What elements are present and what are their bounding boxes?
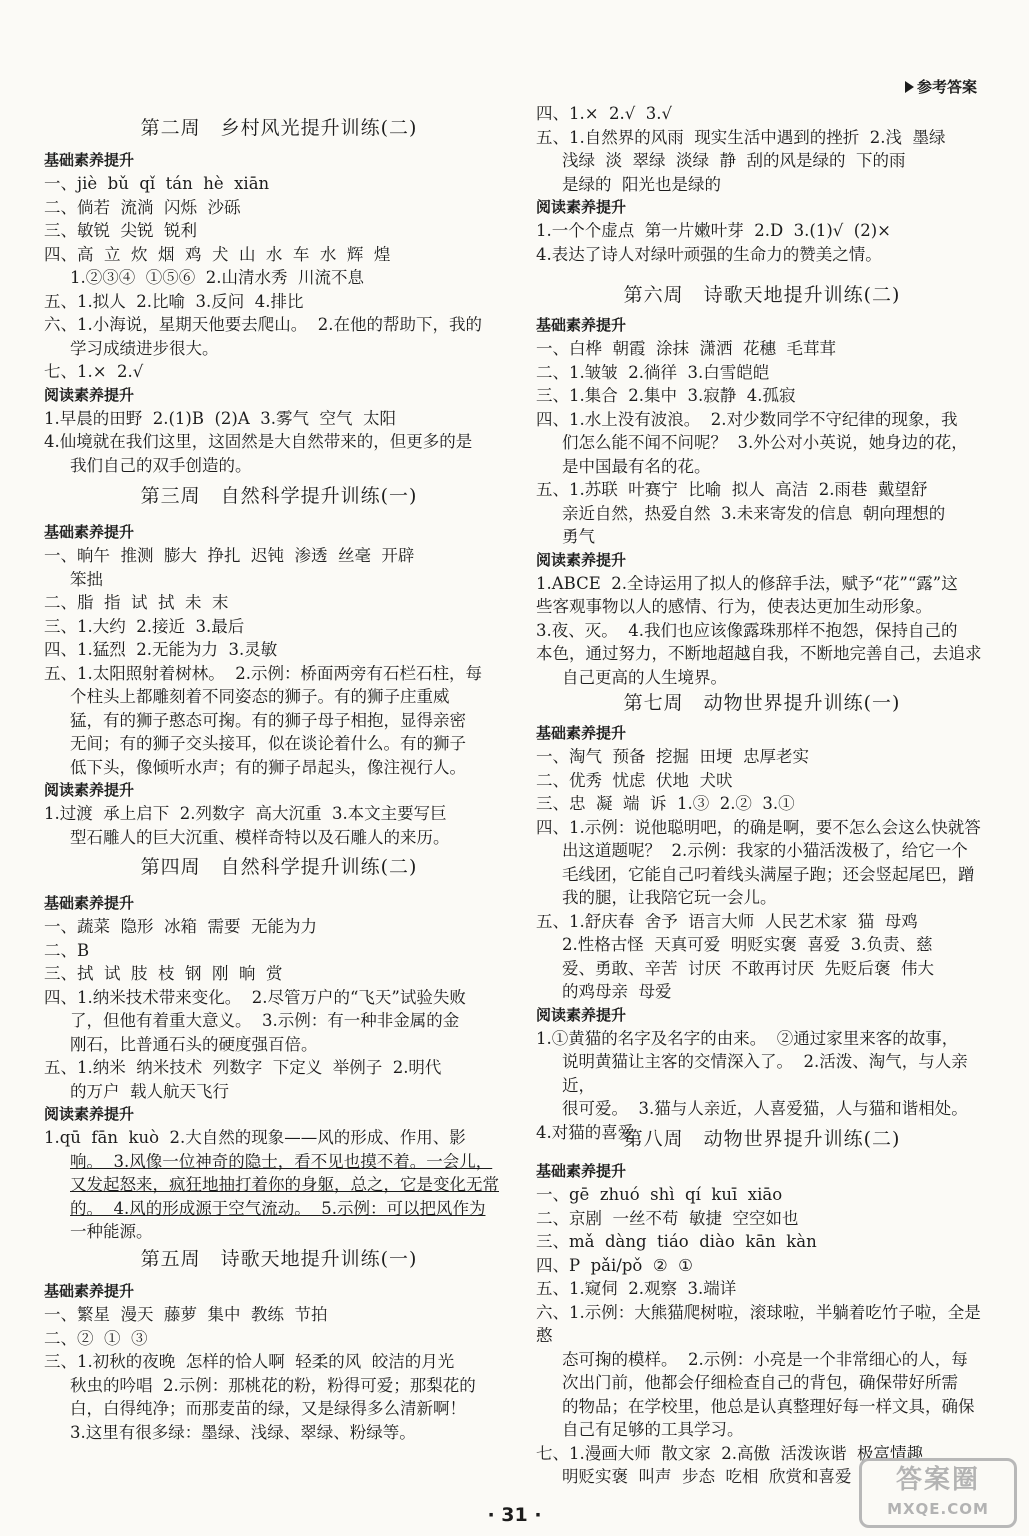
answer-line: 们怎么能不闻不问呢？ 3.外公对小英说，她身边的花， [562, 433, 968, 452]
answer-line: 些客观事物以人的感情、行为，使表达更加生动形象。 [536, 597, 932, 616]
answer-line: 五、1.苏联 叶赛宁 比喻 拟人 高洁 2.雨巷 戴望舒 [536, 480, 928, 499]
answer-line: 亲近自然，热爱自然 3.未来寄发的信息 朝向理想的 [562, 503, 946, 523]
answer-line: 猛，有的狮子憨态可掬。有的狮子母子相抱，显得亲密 [70, 710, 466, 730]
answer-line: 一、繁星 漫天 藤萝 集中 教练 节拍 [44, 1305, 328, 1324]
week-block [536, 102, 988, 266]
answer-line: 五、1.纳米 纳米技术 列数字 下定义 举例子 2.明代 [44, 1058, 442, 1077]
answer-line: 二、B [44, 940, 90, 960]
answer-line: 刚石，比普通石头的硬度强百倍。 [70, 1034, 318, 1054]
answer-line: 1.①黄猫的名字及名字的由来。 ②通过家里来客的故事， [536, 1028, 959, 1048]
right-column [536, 0, 988, 1536]
answer-line: 出这道题呢？ 2.示例：我家的小猫活泼极了，给它一个 [562, 841, 968, 860]
answer-line: 响。 3.风像一位神奇的隐士，看不见也摸不着。一会儿， [70, 1151, 493, 1171]
week-title: 第八周 动物世界提升训练(二) [623, 1128, 901, 1150]
answer-line: 3.这里有很多绿：墨绿、浅绿、翠绿、粉绿等。 [70, 1422, 416, 1442]
answer-line: 五、1.窥伺 2.观察 3.端详 [536, 1279, 737, 1298]
answer-line: 自己更高的人生境界。 [562, 667, 727, 687]
answer-line: 爱、勇敢、辛苦 讨厌 不敢再讨厌 先贬后褒 伟大 [562, 958, 934, 978]
answer-line: 了，但他有着重大意义。 3.示例：有一种非金属的金 [70, 1011, 460, 1030]
answer-line: 四、1.纳米技术带来变化。 2.尽管万户的“飞天”试验失败 [44, 987, 466, 1007]
answer-line: 二、脂 指 试 拭 未 末 [44, 593, 229, 612]
answer-line: 五、1.拟人 2.比喻 3.反问 4.排比 [44, 291, 304, 311]
answer-line: 四、1.示例：说他聪明吧，的确是啊，要不怎么会这么快就答 [536, 817, 981, 837]
week-block [536, 1124, 988, 1489]
section-heading: 基础素养提升 [536, 724, 627, 742]
watermark-logo: 答案圈 MXQE.COM [859, 1458, 1017, 1528]
section-heading: 阅读素养提升 [44, 781, 135, 799]
answer-line: 3.夜、灭。 4.我们也应该像露珠那样不抱怨，保持自己的 [536, 620, 958, 640]
left-column [44, 0, 514, 1536]
answer-line: 自己有足够的工具学习。 [562, 1420, 744, 1439]
section-heading: 阅读素养提升 [536, 550, 627, 569]
answer-line: 六、1.示例：大熊猫爬树啦，滚球啦，半躺着吃竹子啦，全是憨 [536, 1302, 981, 1345]
answer-line: 型石雕人的巨大沉重、模样奇特以及石雕人的来历。 [70, 827, 450, 847]
week-title: 第四周 自然科学提升训练(二) [140, 856, 418, 878]
answer-line: 1.早晨的田野 2.(1)B (2)A 3.雾气 空气 太阳 [44, 408, 396, 428]
section-heading: 阅读素养提升 [44, 1105, 135, 1123]
answer-line: 态可掬的模样。 2.示例：小亮是一个非常细心的人，每 [562, 1349, 968, 1369]
answer-line: 三、拭 试 肢 枝 钢 刚 晌 赏 [44, 964, 283, 983]
week-block [44, 481, 514, 849]
week-block [536, 280, 988, 689]
answer-line: 七、1.× 2.√ [44, 362, 144, 381]
section-heading: 基础素养提升 [44, 894, 135, 912]
answer-line: 三、mǎ dàng tiáo diào kān kàn [536, 1232, 817, 1251]
week-block [44, 1244, 514, 1444]
answer-line: 的。 4.风的形成源于空气流动。 5.示例：可以把风作为 [70, 1198, 486, 1218]
answer-line: 勇气 [562, 527, 595, 546]
answer-line: 的物品；在学校里，他总是认真整理好每一样文具，确保 [562, 1396, 975, 1416]
answer-line: 二、优秀 忧虑 伏地 犬吠 [536, 770, 733, 790]
week-title: 第二周 乡村风光提升训练(二) [140, 117, 418, 139]
section-heading: 基础素养提升 [44, 151, 135, 169]
answer-line: 一、淘气 预备 挖掘 田埂 忠厚老实 [536, 747, 809, 766]
answer-line: 四、1.× 2.√ 3.√ [536, 104, 673, 123]
answer-line: 五、1.舒庆春 舍予 语言大师 人民艺术家 猫 母鸡 [536, 911, 918, 931]
week-block [536, 688, 988, 1144]
answer-line: 1.ABCE 2.全诗运用了拟人的修辞手法，赋予“花”“露”这 [536, 573, 958, 593]
answer-line: 四、1.猛烈 2.无能为力 3.灵敏 [44, 640, 278, 659]
answer-line: 白，白得纯净；而那麦苗的绿，又是绿得多么清新啊！ [70, 1399, 466, 1418]
answer-line: 1.过渡 承上启下 2.列数字 高大沉重 3.本文主要写巨 [44, 804, 447, 823]
answer-line: 4.对猫的喜爱 [536, 1122, 635, 1142]
answer-line: 1.一个个虚点 第一片嫩叶芽 2.D 3.(1)√ (2)× [536, 221, 891, 240]
answer-line: 笨拙 [70, 569, 103, 589]
answer-line: 二、京剧 一丝不苟 敏捷 空空如也 [536, 1208, 799, 1228]
section-heading: 阅读素养提升 [536, 198, 627, 216]
answer-line: 四、P pǎi/pǒ ② ① [536, 1255, 693, 1275]
answer-key-label: 参考答案 [916, 78, 977, 96]
answer-line: 二、倘若 流淌 闪烁 沙砾 [44, 197, 241, 217]
answer-line: 的鸡母亲 母爱 [562, 982, 672, 1001]
section-heading: 基础素养提升 [536, 1162, 627, 1180]
week-block [44, 113, 514, 477]
answer-line: 五、1.自然界的风雨 现实生活中遇到的挫折 2.浅 墨绿 [536, 127, 946, 147]
section-heading: 基础素养提升 [536, 316, 627, 334]
answer-line: 1.②③④ ①⑤⑥ 2.山清水秀 川流不息 [70, 268, 364, 287]
week-title: 第三周 自然科学提升训练(一) [140, 485, 418, 507]
answer-line: 明贬实褒 叫声 步态 吃相 欣赏和喜爱 [562, 1467, 852, 1486]
answer-line: 浅绿 淡 翠绿 淡绿 静 刮的风是绿的 下的雨 [562, 151, 906, 170]
week-title: 第七周 动物世界提升训练(一) [623, 692, 901, 714]
answer-line: 4.表达了诗人对绿叶顽强的生命力的赞美之情。 [536, 244, 882, 264]
answer-line: 4.仙境就在我们这里，这固然是大自然带来的，但更多的是 [44, 432, 473, 451]
week-title: 第六周 诗歌天地提升训练(二) [623, 284, 901, 306]
answer-line: 是中国最有名的花。 [562, 456, 711, 476]
answer-line: 又发起怒来，疯狂地抽打着你的身躯，总之，它是变化无常 [70, 1175, 499, 1194]
answer-line: 五、1.太阳照射着树林。 2.示例：桥面两旁有石栏石柱，每 [44, 663, 482, 683]
answer-line: 二、② ① ③ [44, 1328, 148, 1348]
answer-line: 四、1.水上没有波浪。 2.对少数同学不守纪律的现象，我 [536, 409, 958, 429]
answer-line: 2.性格古怪 天真可爱 明贬实褒 喜爱 3.负责、慈 [562, 935, 933, 954]
answer-line: 一种能源。 [70, 1222, 153, 1241]
answer-line: 一、白桦 朝霞 涂抹 潇洒 花穗 毛茸茸 [536, 339, 836, 358]
answer-line: 四、高 立 炊 烟 鸡 犬 山 水 车 水 辉 煌 [44, 244, 391, 264]
section-heading: 基础素养提升 [44, 523, 135, 541]
answer-line: 无间；有的狮子交头接耳，似在谈论着什么。有的狮子 [70, 734, 466, 753]
answer-line: 三、敏锐 尖锐 锐利 [44, 221, 197, 240]
answer-line: 本色，通过努力，不断地超越自我，不断地完善自己，去追求 [536, 644, 982, 663]
section-heading: 基础素养提升 [44, 1282, 135, 1300]
answer-line: 次出门前，他都会仔细检查自己的背包，确保带好所需 [562, 1373, 958, 1392]
answer-line: 很可爱。 3.猫与人亲近，人喜爱猫，人与猫和谐相处。 [562, 1099, 968, 1118]
answer-line: 七、1.漫画大师 散文家 2.高傲 活泼诙谐 极富情趣 [536, 1443, 923, 1463]
answer-line: 三、1.大约 2.接近 3.最后 [44, 616, 245, 636]
answer-line: 三、1.集合 2.集中 3.寂静 4.孤寂 [536, 386, 796, 405]
answer-line: 我们自己的双手创造的。 [70, 455, 252, 475]
answer-line: 我的腿，让我陪它玩一会儿。 [562, 888, 777, 907]
answer-line: 一、gē zhuó shì qí kuī xiāo [536, 1185, 783, 1204]
page-number: · 31 · [487, 1504, 542, 1526]
section-heading: 阅读素养提升 [44, 385, 135, 404]
answer-line: 的万户 载人航天飞行 [70, 1081, 229, 1101]
answer-line: 是绿的 阳光也是绿的 [562, 174, 721, 194]
answer-line: 说明黄猫让主客的交情深入了。 2.活泼、淘气，与人亲近， [562, 1052, 968, 1095]
answer-line: 个柱头上都雕刻着不同姿态的狮子。有的狮子庄重威 [70, 687, 450, 706]
answer-line: 毛线团，它能自己叼着线头满屋子跑；还会竖起尾巴，蹭 [562, 864, 975, 884]
week-block [44, 852, 514, 1244]
answer-line: 一、jiè bǔ qǐ tán hè xiān [44, 174, 270, 193]
answer-line: 三、忠 凝 端 诉 1.③ 2.② 3.① [536, 794, 795, 813]
answer-line: 1.qū fān kuò 2.大自然的现象——风的形成、作用、影 [44, 1128, 466, 1147]
answer-line: 二、1.皱皱 2.徜徉 3.白雪皑皑 [536, 362, 770, 382]
answer-line: 秋虫的吟唱 2.示例：那桃花的粉，粉得可爱；那梨花的 [70, 1375, 476, 1395]
week-title: 第五周 诗歌天地提升训练(一) [140, 1248, 418, 1270]
section-heading: 阅读素养提升 [536, 1005, 627, 1024]
answer-line: 一、晌午 推测 膨大 挣扎 迟钝 渗透 丝毫 开辟 [44, 546, 415, 565]
answer-line: 低下头，像倾听水声；有的狮子昂起头，像注视行人。 [70, 757, 466, 777]
answer-line: 六、1.小海说，星期天他要去爬山。 2.在他的帮助下，我的 [44, 315, 482, 334]
answer-line: 三、1.初秋的夜晚 怎样的恰人啊 轻柔的风 皎洁的月光 [44, 1352, 455, 1371]
answer-line: 一、蔬菜 隐形 冰箱 需要 无能为力 [44, 917, 317, 936]
answer-line: 学习成绩进步很大。 [70, 338, 219, 358]
